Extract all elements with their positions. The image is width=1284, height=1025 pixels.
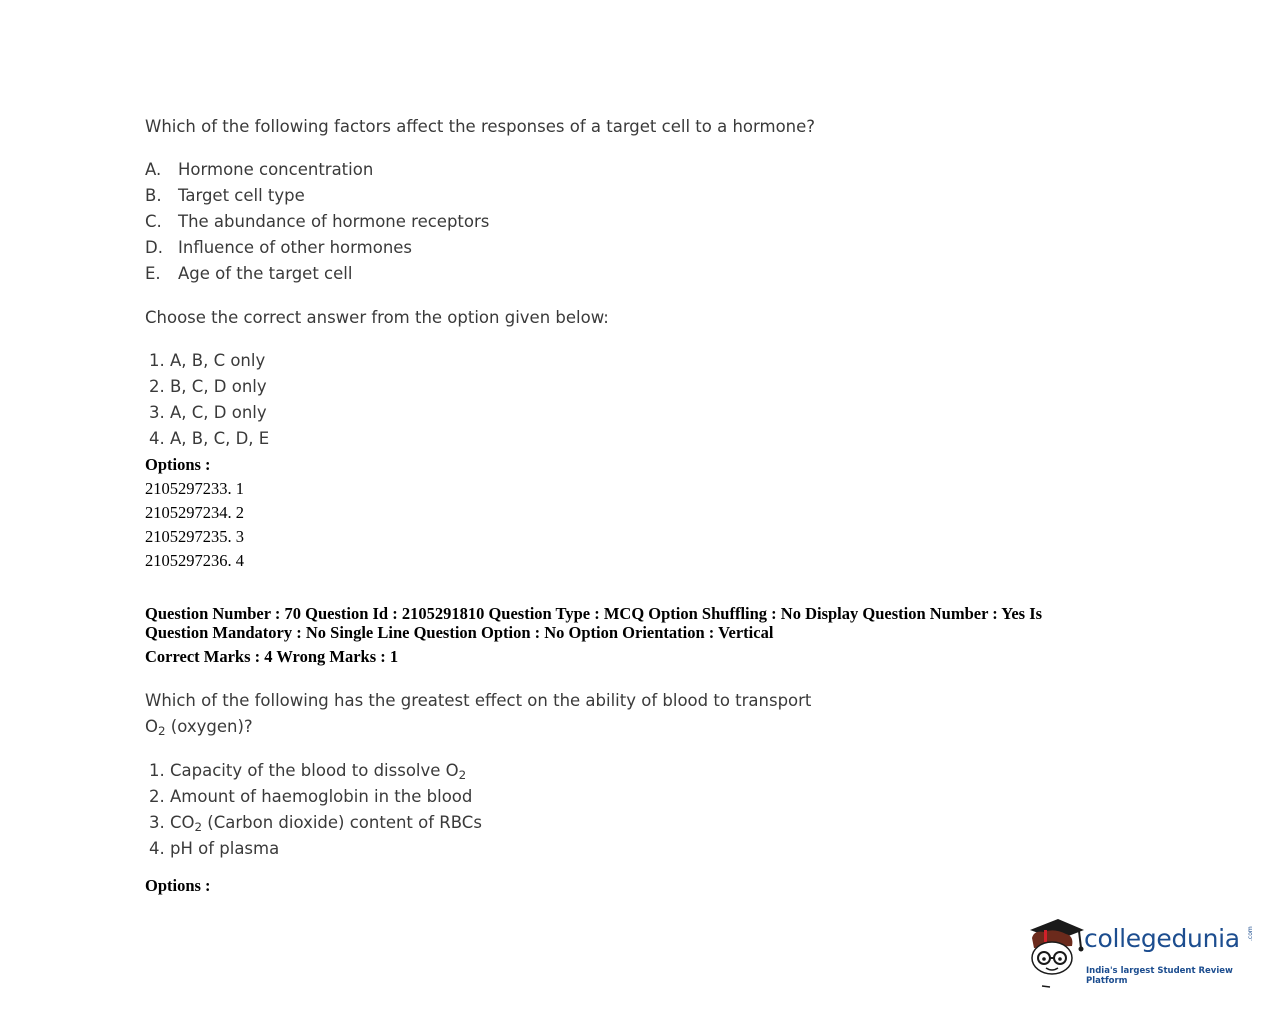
choice-item xyxy=(149,787,472,806)
meta-line: Question Mandatory : No Single Line Question Option : No Option Orientation : Vertical xyxy=(145,623,774,642)
statement-letter: B. xyxy=(145,186,162,205)
meta-line: Question Number : 70 Question Id : 2105291810 Question Type : MCQ Option Shuffling : No Display Question Number : Yes Is xyxy=(145,604,1043,623)
option-id: 2105297235. 3 xyxy=(145,527,244,546)
statement-text: Target cell type xyxy=(178,186,305,205)
statement-d xyxy=(145,238,412,257)
statement-letter: C. xyxy=(145,212,162,231)
subscript: 2 xyxy=(158,723,166,738)
choice-item: 4. A, B, C, D, E xyxy=(149,429,270,448)
statement-letter: D. xyxy=(145,238,163,257)
question-2-text-line1: Which of the following has the greatest effect on the ability of blood to transport xyxy=(145,691,812,710)
mascot-icon xyxy=(1024,916,1088,990)
text-part: 1. Capacity of the blood to dissolve O xyxy=(149,761,459,780)
meta-marks: Correct Marks : 4 Wrong Marks : 1 xyxy=(145,647,399,666)
option-id: 2105297234. 2 xyxy=(145,503,244,522)
collegedunia-logo xyxy=(1024,916,1254,990)
options-label: Options : xyxy=(145,455,211,474)
choice-item: 2. B, C, D only xyxy=(149,377,267,396)
statement-text: The abundance of hormone receptors xyxy=(178,212,490,231)
text-part: (oxygen)? xyxy=(165,717,253,736)
logo-wordmark: collegedunia xyxy=(1084,924,1240,953)
statement-b xyxy=(145,186,305,205)
choice-item xyxy=(149,813,482,832)
subscript: 2 xyxy=(458,767,467,782)
text-part: 4. pH of plasma xyxy=(149,839,280,858)
subscript: 2 xyxy=(194,819,203,834)
statement-e xyxy=(145,264,352,283)
statement-letter: A. xyxy=(145,160,162,179)
text-part: (Carbon dioxide) content of RBCs xyxy=(202,813,482,832)
statement-text: Hormone concentration xyxy=(178,160,374,179)
text-part: 2. Amount of haemoglobin in the blood xyxy=(149,787,473,806)
question-1-instruction: Choose the correct answer from the option given below: xyxy=(145,308,609,327)
choice-item: 1. A, B, C only xyxy=(149,351,266,370)
choice-item xyxy=(149,761,466,780)
choice-item: 3. A, C, D only xyxy=(149,403,267,422)
statement-a xyxy=(145,160,373,179)
statement-text: Influence of other hormones xyxy=(178,238,413,257)
statement-text: Age of the target cell xyxy=(178,264,353,283)
statement-letter: E. xyxy=(145,264,161,283)
question-2-text-line2 xyxy=(145,717,253,736)
option-id: 2105297233. 1 xyxy=(145,479,244,498)
option-id: 2105297236. 4 xyxy=(145,551,244,570)
statement-c xyxy=(145,212,489,231)
logo-tagline: India's largest Student Review Platform xyxy=(1086,966,1233,986)
choice-item xyxy=(149,839,279,858)
options-label: Options : xyxy=(145,876,211,895)
logo-domain-suffix: .com xyxy=(1247,926,1254,941)
text-part: 3. CO xyxy=(149,813,195,832)
question-1-text: Which of the following factors affect the responses of a target cell to a hormone? xyxy=(145,117,816,136)
text-part: O xyxy=(145,717,158,736)
